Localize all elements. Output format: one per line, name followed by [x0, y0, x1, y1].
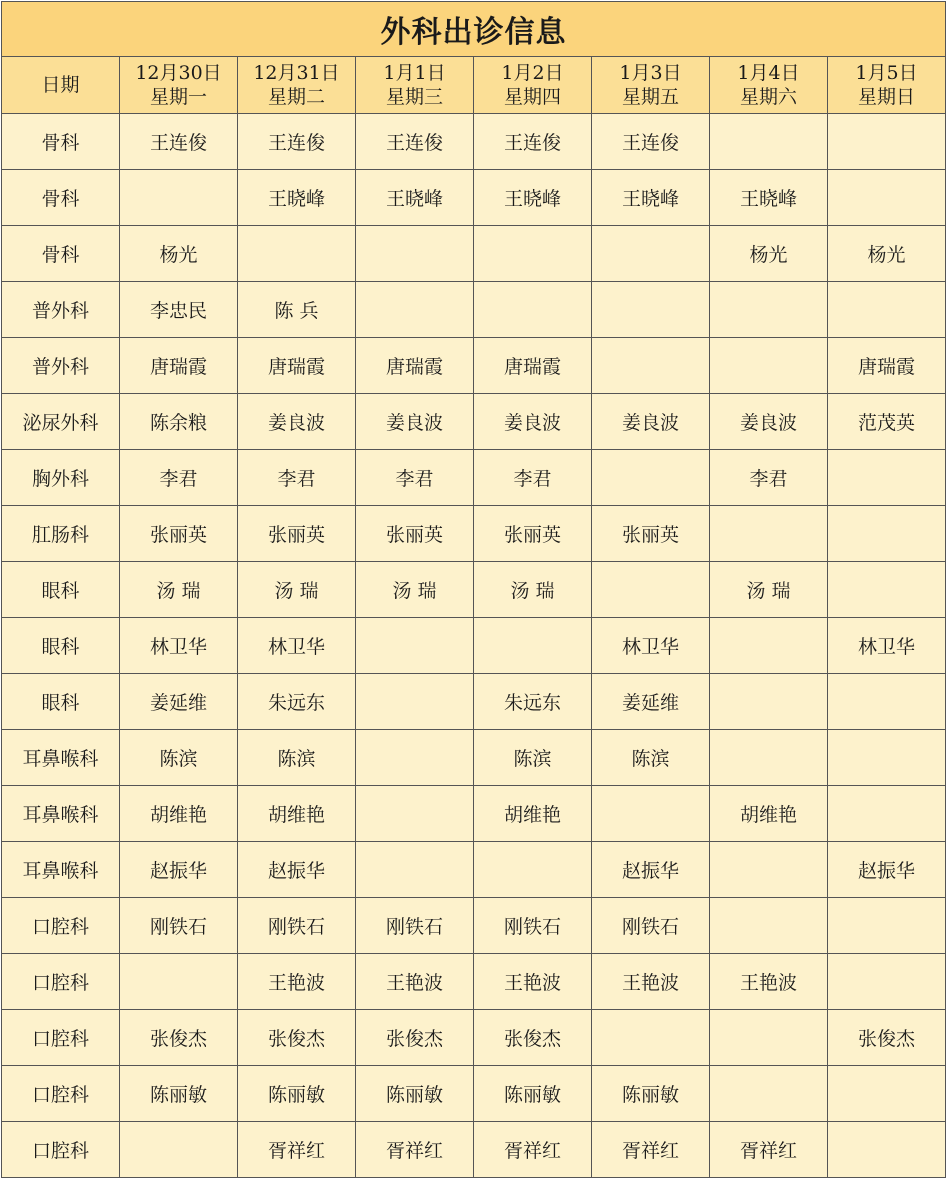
doctor-cell: 胥祥红	[474, 1122, 592, 1178]
doctor-cell	[356, 730, 474, 786]
doctor-cell: 陈滨	[474, 730, 592, 786]
doctor-cell	[120, 954, 238, 1010]
doctor-cell	[828, 114, 946, 170]
table-row	[2, 1010, 946, 1066]
department-cell: 肛肠科	[2, 506, 120, 562]
date-column-header: 日期	[2, 57, 120, 114]
doctor-cell	[356, 674, 474, 730]
doctor-cell: 王艳波	[474, 954, 592, 1010]
doctor-cell: 王艳波	[356, 954, 474, 1010]
doctor-cell: 张俊杰	[120, 1010, 238, 1066]
doctor-cell: 朱远东	[474, 674, 592, 730]
doctor-cell: 汤 瑞	[356, 562, 474, 618]
doctor-cell	[238, 226, 356, 282]
doctor-cell: 王晓峰	[592, 170, 710, 226]
table-row	[2, 506, 946, 562]
doctor-cell	[828, 1066, 946, 1122]
doctor-cell: 王连俊	[120, 114, 238, 170]
doctor-cell	[710, 1066, 828, 1122]
doctor-cell	[356, 842, 474, 898]
doctor-cell	[474, 282, 592, 338]
doctor-cell: 唐瑞霞	[474, 338, 592, 394]
doctor-cell	[828, 170, 946, 226]
doctor-cell: 王艳波	[592, 954, 710, 1010]
title-row	[2, 2, 946, 57]
doctor-cell: 王晓峰	[710, 170, 828, 226]
doctor-cell	[710, 506, 828, 562]
doctor-cell: 唐瑞霞	[356, 338, 474, 394]
department-cell: 眼科	[2, 562, 120, 618]
schedule-table	[1, 1, 946, 1178]
doctor-cell: 陈 兵	[238, 282, 356, 338]
doctor-cell: 刚铁石	[356, 898, 474, 954]
department-cell: 眼科	[2, 618, 120, 674]
department-cell: 耳鼻喉科	[2, 786, 120, 842]
doctor-cell	[592, 562, 710, 618]
doctor-cell: 张丽英	[238, 506, 356, 562]
doctor-cell	[356, 282, 474, 338]
department-cell: 胸外科	[2, 450, 120, 506]
doctor-cell	[356, 618, 474, 674]
doctor-cell: 胥祥红	[238, 1122, 356, 1178]
day-header	[710, 57, 828, 114]
doctor-cell: 姜良波	[356, 394, 474, 450]
department-cell: 眼科	[2, 674, 120, 730]
day-weekday: 星期日	[857, 86, 915, 108]
department-cell: 口腔科	[2, 1010, 120, 1066]
doctor-cell: 张丽英	[120, 506, 238, 562]
day-weekday: 星期四	[503, 86, 561, 108]
doctor-cell: 胡维艳	[120, 786, 238, 842]
doctor-cell	[120, 170, 238, 226]
doctor-cell	[828, 674, 946, 730]
table-row	[2, 842, 946, 898]
doctor-cell: 赵振华	[120, 842, 238, 898]
doctor-cell	[592, 1010, 710, 1066]
doctor-cell: 陈余粮	[120, 394, 238, 450]
doctor-cell: 汤 瑞	[120, 562, 238, 618]
doctor-cell: 赵振华	[238, 842, 356, 898]
doctor-cell	[828, 730, 946, 786]
doctor-cell: 林卫华	[120, 618, 238, 674]
doctor-cell: 陈丽敏	[356, 1066, 474, 1122]
day-date: 1月1日	[383, 62, 446, 84]
doctor-cell	[710, 282, 828, 338]
doctor-cell: 刚铁石	[474, 898, 592, 954]
day-date: 12月31日	[253, 62, 340, 84]
doctor-cell: 唐瑞霞	[238, 338, 356, 394]
table-row	[2, 674, 946, 730]
doctor-cell	[592, 282, 710, 338]
doctor-cell	[710, 618, 828, 674]
doctor-cell	[828, 506, 946, 562]
doctor-cell: 王连俊	[592, 114, 710, 170]
doctor-cell	[828, 282, 946, 338]
doctor-cell: 张丽英	[474, 506, 592, 562]
doctor-cell	[710, 338, 828, 394]
table-row	[2, 954, 946, 1010]
doctor-cell: 陈滨	[238, 730, 356, 786]
doctor-cell: 姜良波	[238, 394, 356, 450]
doctor-cell	[828, 450, 946, 506]
table-row	[2, 450, 946, 506]
table-row	[2, 1122, 946, 1178]
doctor-cell	[592, 786, 710, 842]
doctor-cell: 林卫华	[238, 618, 356, 674]
table-row	[2, 562, 946, 618]
doctor-cell: 胡维艳	[474, 786, 592, 842]
table-row	[2, 338, 946, 394]
doctor-cell	[710, 730, 828, 786]
doctor-cell: 赵振华	[828, 842, 946, 898]
doctor-cell: 汤 瑞	[710, 562, 828, 618]
doctor-cell	[356, 786, 474, 842]
doctor-cell: 林卫华	[592, 618, 710, 674]
day-weekday: 星期二	[267, 86, 325, 108]
day-header	[120, 57, 238, 114]
doctor-cell: 王连俊	[238, 114, 356, 170]
doctor-cell	[828, 1122, 946, 1178]
table-row	[2, 170, 946, 226]
department-cell: 耳鼻喉科	[2, 842, 120, 898]
day-weekday: 星期六	[739, 86, 797, 108]
table-row	[2, 282, 946, 338]
doctor-cell	[710, 842, 828, 898]
doctor-cell: 张俊杰	[356, 1010, 474, 1066]
doctor-cell: 林卫华	[828, 618, 946, 674]
schedule-body	[2, 114, 946, 1178]
department-cell: 骨科	[2, 114, 120, 170]
doctor-cell	[710, 114, 828, 170]
doctor-cell	[474, 842, 592, 898]
day-header	[592, 57, 710, 114]
department-cell: 口腔科	[2, 954, 120, 1010]
header-row	[2, 57, 946, 114]
doctor-cell	[828, 954, 946, 1010]
doctor-cell: 陈丽敏	[592, 1066, 710, 1122]
doctor-cell: 王晓峰	[356, 170, 474, 226]
table-row	[2, 618, 946, 674]
doctor-cell: 刚铁石	[238, 898, 356, 954]
doctor-cell: 张俊杰	[474, 1010, 592, 1066]
doctor-cell: 姜良波	[474, 394, 592, 450]
doctor-cell: 唐瑞霞	[120, 338, 238, 394]
department-cell: 泌尿外科	[2, 394, 120, 450]
doctor-cell: 姜延维	[592, 674, 710, 730]
department-cell: 骨科	[2, 226, 120, 282]
doctor-cell: 汤 瑞	[474, 562, 592, 618]
day-header	[828, 57, 946, 114]
doctor-cell: 刚铁石	[592, 898, 710, 954]
doctor-cell: 杨光	[828, 226, 946, 282]
schedule-sheet	[0, 1, 946, 1201]
doctor-cell: 汤 瑞	[238, 562, 356, 618]
table-row	[2, 730, 946, 786]
doctor-cell: 陈丽敏	[120, 1066, 238, 1122]
table-row	[2, 226, 946, 282]
department-cell: 骨科	[2, 170, 120, 226]
doctor-cell: 王艳波	[238, 954, 356, 1010]
doctor-cell: 王晓峰	[238, 170, 356, 226]
doctor-cell: 姜延维	[120, 674, 238, 730]
doctor-cell: 胥祥红	[592, 1122, 710, 1178]
doctor-cell	[828, 562, 946, 618]
doctor-cell: 陈滨	[592, 730, 710, 786]
doctor-cell: 陈滨	[120, 730, 238, 786]
doctor-cell: 杨光	[120, 226, 238, 282]
day-header	[474, 57, 592, 114]
day-date: 1月2日	[501, 62, 564, 84]
day-date: 1月3日	[619, 62, 682, 84]
doctor-cell: 姜良波	[710, 394, 828, 450]
doctor-cell: 李君	[710, 450, 828, 506]
table-row	[2, 394, 946, 450]
doctor-cell: 朱远东	[238, 674, 356, 730]
department-cell: 耳鼻喉科	[2, 730, 120, 786]
doctor-cell: 李忠民	[120, 282, 238, 338]
doctor-cell: 胥祥红	[356, 1122, 474, 1178]
doctor-cell: 陈丽敏	[474, 1066, 592, 1122]
day-weekday: 星期五	[621, 86, 679, 108]
department-cell: 普外科	[2, 338, 120, 394]
doctor-cell: 范茂英	[828, 394, 946, 450]
department-cell: 口腔科	[2, 1122, 120, 1178]
doctor-cell: 王晓峰	[474, 170, 592, 226]
doctor-cell: 姜良波	[592, 394, 710, 450]
doctor-cell: 王连俊	[474, 114, 592, 170]
doctor-cell	[828, 786, 946, 842]
doctor-cell: 胥祥红	[710, 1122, 828, 1178]
day-weekday: 星期一	[149, 86, 207, 108]
doctor-cell: 唐瑞霞	[828, 338, 946, 394]
day-date: 1月4日	[737, 62, 800, 84]
day-header	[238, 57, 356, 114]
doctor-cell: 张丽英	[356, 506, 474, 562]
doctor-cell: 张俊杰	[828, 1010, 946, 1066]
doctor-cell: 王艳波	[710, 954, 828, 1010]
day-date: 12月30日	[135, 62, 222, 84]
doctor-cell	[592, 450, 710, 506]
doctor-cell: 王连俊	[356, 114, 474, 170]
day-header	[356, 57, 474, 114]
doctor-cell	[474, 618, 592, 674]
doctor-cell	[592, 226, 710, 282]
doctor-cell	[120, 1122, 238, 1178]
doctor-cell: 张俊杰	[238, 1010, 356, 1066]
doctor-cell: 李君	[238, 450, 356, 506]
department-cell: 口腔科	[2, 1066, 120, 1122]
doctor-cell: 李君	[474, 450, 592, 506]
doctor-cell: 胡维艳	[238, 786, 356, 842]
doctor-cell	[356, 226, 474, 282]
doctor-cell	[828, 898, 946, 954]
doctor-cell	[474, 226, 592, 282]
doctor-cell: 李君	[120, 450, 238, 506]
day-weekday: 星期三	[385, 86, 443, 108]
doctor-cell: 刚铁石	[120, 898, 238, 954]
doctor-cell: 赵振华	[592, 842, 710, 898]
table-row	[2, 786, 946, 842]
doctor-cell: 杨光	[710, 226, 828, 282]
day-date: 1月5日	[855, 62, 918, 84]
table-row	[2, 1066, 946, 1122]
doctor-cell	[592, 338, 710, 394]
table-row	[2, 898, 946, 954]
doctor-cell: 张丽英	[592, 506, 710, 562]
doctor-cell: 李君	[356, 450, 474, 506]
table-row	[2, 114, 946, 170]
doctor-cell	[710, 1010, 828, 1066]
department-cell: 普外科	[2, 282, 120, 338]
doctor-cell	[710, 674, 828, 730]
department-cell: 口腔科	[2, 898, 120, 954]
doctor-cell: 胡维艳	[710, 786, 828, 842]
doctor-cell	[710, 898, 828, 954]
table-title: 外科出诊信息	[2, 2, 946, 57]
doctor-cell: 陈丽敏	[238, 1066, 356, 1122]
